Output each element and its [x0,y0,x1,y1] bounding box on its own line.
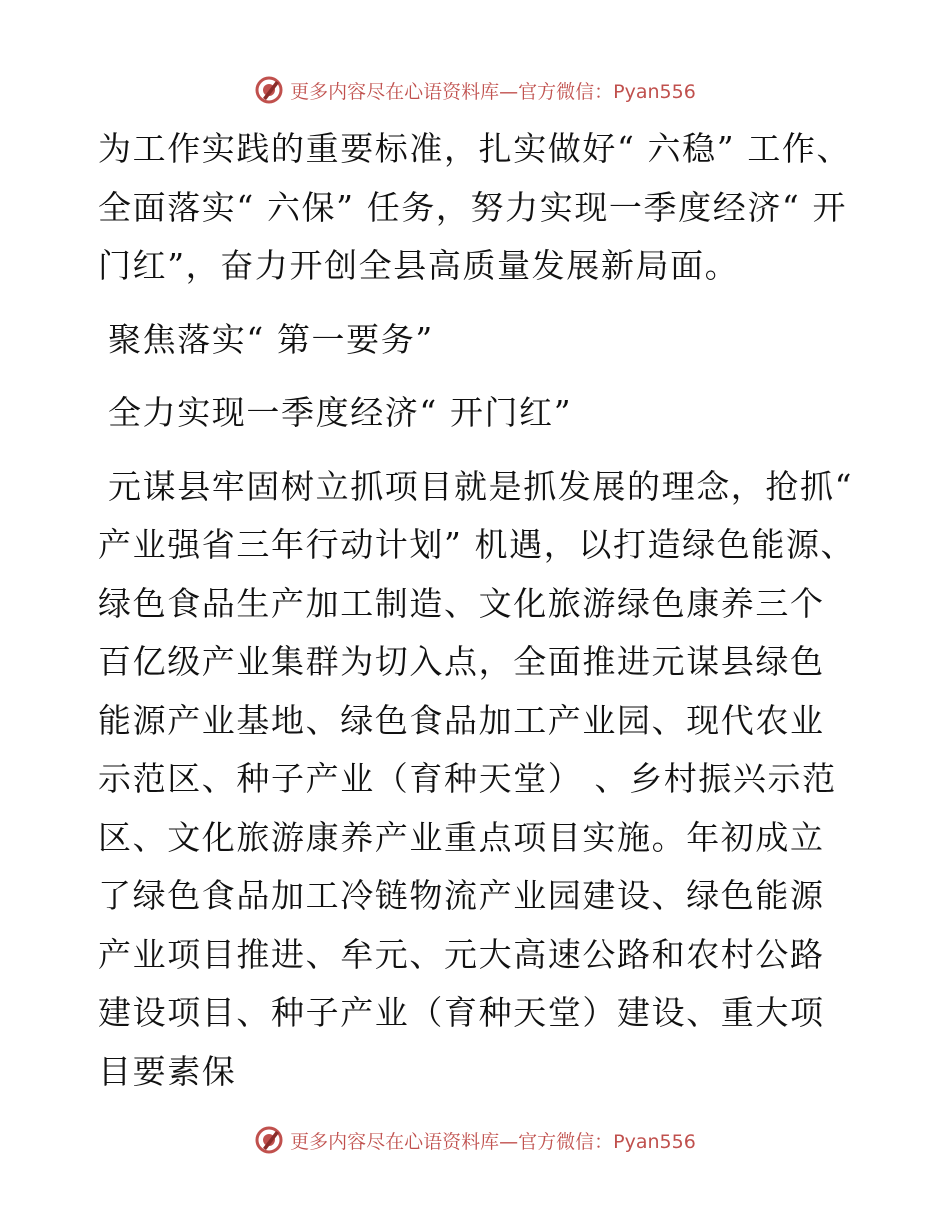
pen-seal-logo-icon [254,75,284,105]
watermark-text: 更多内容尽在心语资料库—官方微信：Pyan556 [290,80,696,103]
pen-seal-logo-icon [254,1125,284,1155]
document-body [98,120,858,1101]
watermark-banner-bottom [0,1120,950,1160]
paragraph-intro: 为工作实践的重要标准，扎实做好“ 六稳” 工作、全面落实“ 六保” 任务，努力实现一季度经济“ 开门红”，奋力开创全县高质量发展新局面。 [98,129,852,285]
section-heading-secondary: 全力实现一季度经济“ 开门红” [108,393,573,432]
section-heading-primary: 聚焦落实“ 第一要务” [108,319,434,359]
paragraph-projects: 元谋县牢固树立抓项目就是抓发展的理念，抢抓“ 产业强省三年行动计划” 机遇，以打造绿色能源、绿色食品生产加工制造、文化旅游绿色康养三个百亿级产业集群为切入点，全面推进元谋县绿色能源产业基地、绿色食品加工产业园、现代农业示范区、种子产业（育种天堂） 、乡村振兴示范区、文化旅游康养产业重点项目实施。年初成立了绿色食品加工冷链物流产业园建设、绿色能源产业项目推进、牟元、元大高速公路和农村公路建设项目、种子产业（育种天堂）建设、重大项目要素保 [98,466,856,1091]
watermark-text: 更多内容尽在心语资料库—官方微信：Pyan556 [290,1130,696,1153]
watermark-banner-top [0,70,950,110]
